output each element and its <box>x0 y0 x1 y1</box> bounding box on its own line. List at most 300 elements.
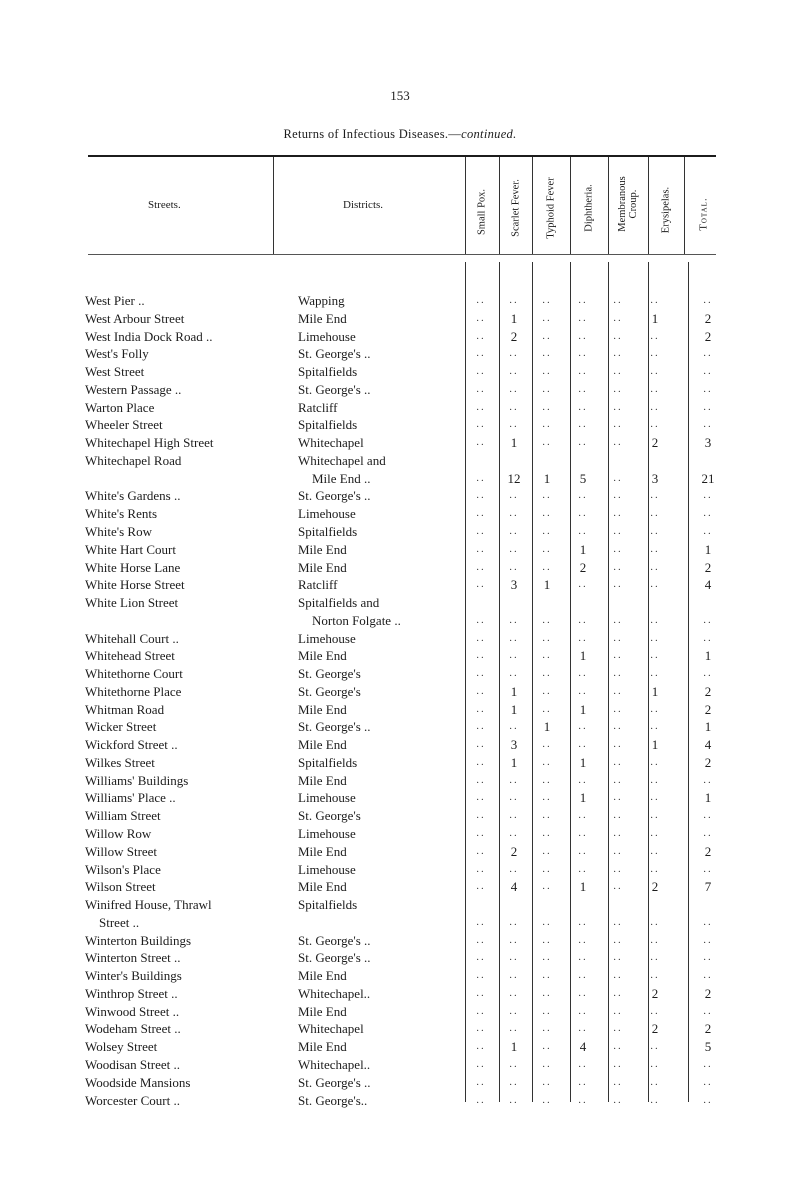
street-line: Wilson's Place <box>85 861 161 877</box>
district-line: Norton Folgate .. <box>312 612 401 628</box>
table-row <box>0 772 800 790</box>
district-name <box>298 647 448 665</box>
district-line: St. George's <box>298 808 361 824</box>
count-cell: .. <box>703 382 713 395</box>
street-name <box>85 310 275 328</box>
count-cell: 1 <box>579 754 587 770</box>
street-line: Worcester Court .. <box>85 1092 180 1108</box>
count-cell: .. <box>613 755 623 768</box>
table-row <box>0 505 800 523</box>
street-name <box>85 896 275 932</box>
table-row <box>0 825 800 843</box>
count-cell: 1 <box>543 577 551 593</box>
count-cell: .. <box>578 436 588 449</box>
district-line: St. George's .. <box>298 950 371 966</box>
district-line: St. George's .. <box>298 719 371 735</box>
street-name <box>85 701 275 719</box>
count-cell: 2 <box>651 435 659 451</box>
street-name <box>85 559 275 577</box>
street-name <box>85 861 275 879</box>
street-name <box>85 1020 275 1038</box>
count-cell: 2 <box>704 701 712 717</box>
street-name <box>85 345 275 363</box>
count-cell: .. <box>509 649 519 662</box>
count-cell: .. <box>578 1022 588 1035</box>
count-cell: .. <box>542 418 552 431</box>
count-cell: .. <box>542 684 552 697</box>
district-name <box>298 363 448 381</box>
count-cell: .. <box>703 489 713 502</box>
district-line: St. George's <box>298 683 361 699</box>
street-name <box>85 665 275 683</box>
count-cell: .. <box>476 791 486 804</box>
count-cell: .. <box>509 631 519 644</box>
count-cell: .. <box>703 827 713 839</box>
count-cell: .. <box>509 560 519 573</box>
page-number: 153 <box>390 88 410 103</box>
street-line: West Arbour Street <box>85 310 185 326</box>
count-cell: .. <box>613 880 623 893</box>
count-cell: .. <box>476 933 486 946</box>
count-cell: .. <box>578 294 588 306</box>
count-cell: .. <box>476 400 486 413</box>
header-membranous-croup: Membranous Croup. <box>616 176 639 232</box>
count-cell: .. <box>613 613 623 626</box>
count-cell: .. <box>476 436 486 449</box>
district-line: Mile End <box>298 737 347 753</box>
street-line: West India Dock Road .. <box>85 328 213 344</box>
count-cell: .. <box>613 1075 623 1088</box>
count-cell: .. <box>476 382 486 395</box>
district-name <box>298 718 448 736</box>
district-line: Spitalfields <box>298 523 358 539</box>
street-line: Williams' Place .. <box>85 790 176 806</box>
count-cell: 7 <box>704 879 712 895</box>
count-cell: .. <box>650 791 660 804</box>
count-cell: .. <box>650 382 660 395</box>
count-cell: .. <box>542 329 552 342</box>
count-cell: .. <box>578 1004 588 1017</box>
count-cell: .. <box>509 827 519 839</box>
street-line: Whitechapel Road <box>85 452 182 468</box>
header-diphtheria: Diphtheria. <box>583 184 595 232</box>
count-cell: .. <box>613 720 623 733</box>
count-cell: .. <box>578 773 588 786</box>
count-cell: .. <box>509 1004 519 1017</box>
district-name <box>298 523 448 541</box>
count-cell: .. <box>650 365 660 378</box>
count-cell: .. <box>509 347 519 360</box>
count-cell: .. <box>613 578 623 591</box>
count-cell: .. <box>542 1093 552 1106</box>
count-cell: 5 <box>704 1039 712 1055</box>
count-cell: .. <box>509 915 519 928</box>
count-cell: .. <box>578 382 588 395</box>
table-row <box>0 541 800 559</box>
district-line: St. George's <box>298 666 361 682</box>
street-name <box>85 292 275 310</box>
district-line: Spitalfields <box>298 417 358 433</box>
count-cell: .. <box>703 365 713 378</box>
count-cell: .. <box>650 862 660 875</box>
table-row <box>0 861 800 879</box>
count-cell: .. <box>578 507 588 520</box>
street-line: White Horse Street <box>85 577 185 593</box>
district-name <box>298 825 448 843</box>
count-cell: .. <box>476 524 486 537</box>
district-name <box>298 1003 448 1021</box>
count-cell: .. <box>509 809 519 822</box>
table-row <box>0 789 800 807</box>
street-line: Winter's Buildings <box>85 968 182 984</box>
count-cell: .. <box>542 862 552 875</box>
count-cell: .. <box>613 382 623 395</box>
street-name <box>85 754 275 772</box>
table-row <box>0 754 800 772</box>
street-name <box>85 789 275 807</box>
table-row <box>0 1003 800 1021</box>
street-name <box>85 647 275 665</box>
count-cell: .. <box>542 773 552 786</box>
count-cell: .. <box>542 631 552 644</box>
district-line: Whitechapel <box>298 435 364 451</box>
count-cell: .. <box>613 969 623 982</box>
table-row <box>0 843 800 861</box>
count-cell: .. <box>542 667 552 680</box>
count-cell: 12 <box>507 470 521 486</box>
count-cell: .. <box>476 347 486 360</box>
count-cell: 1 <box>651 310 659 326</box>
count-cell: .. <box>703 294 713 306</box>
count-cell: .. <box>650 773 660 786</box>
street-name <box>85 825 275 843</box>
title-italic: continued. <box>461 127 517 141</box>
street-name <box>85 630 275 648</box>
district-name <box>298 1074 448 1092</box>
street-line: Whitehall Court .. <box>85 630 179 646</box>
count-cell: .. <box>509 862 519 875</box>
count-cell: 3 <box>704 435 712 451</box>
count-cell: .. <box>476 684 486 697</box>
count-cell: .. <box>613 1022 623 1035</box>
district-name <box>298 896 448 914</box>
count-cell: .. <box>650 915 660 928</box>
district-name <box>298 541 448 559</box>
count-cell: 2 <box>651 879 659 895</box>
district-line: Mile End <box>298 772 347 788</box>
street-name <box>85 452 275 470</box>
table-row <box>0 416 800 434</box>
street-line: Woodside Mansions <box>85 1074 191 1090</box>
table-row <box>0 292 800 310</box>
count-cell: .. <box>613 933 623 946</box>
count-cell: .. <box>650 347 660 360</box>
table-row <box>0 736 800 754</box>
street-line: Whitehead Street <box>85 648 175 664</box>
count-cell: .. <box>650 951 660 964</box>
street-line: Winthrop Street .. <box>85 985 178 1001</box>
count-cell: .. <box>509 951 519 964</box>
street-line: Street .. <box>99 914 140 930</box>
street-line: Warton Place <box>85 399 155 415</box>
count-cell: .. <box>509 400 519 413</box>
count-cell: 3 <box>510 737 518 753</box>
street-line: White's Rents <box>85 506 158 522</box>
count-cell: .. <box>613 951 623 964</box>
count-cell: 1 <box>651 683 659 699</box>
count-cell: .. <box>509 986 519 999</box>
table-row <box>0 1038 800 1056</box>
table-row <box>0 949 800 967</box>
count-cell: 21 <box>701 470 715 486</box>
divider-line <box>273 157 274 254</box>
count-cell: .. <box>509 791 519 804</box>
count-cell: .. <box>650 1093 660 1106</box>
count-cell: .. <box>542 844 552 857</box>
count-cell: .. <box>578 667 588 680</box>
count-cell: 1 <box>704 790 712 806</box>
count-cell: .. <box>703 1093 713 1106</box>
district-line: Mile End <box>298 701 347 717</box>
count-cell: .. <box>542 294 552 306</box>
street-name <box>85 594 275 612</box>
street-name <box>85 683 275 701</box>
table-row <box>0 1020 800 1038</box>
street-name <box>85 487 275 505</box>
street-line: West's Folly <box>85 346 149 362</box>
count-cell: 1 <box>704 648 712 664</box>
district-name <box>298 736 448 754</box>
count-cell: .. <box>542 560 552 573</box>
district-name <box>298 843 448 861</box>
table-row <box>0 701 800 719</box>
street-line: Whitman Road <box>85 701 165 717</box>
count-cell: .. <box>703 809 713 822</box>
count-cell: .. <box>650 844 660 857</box>
count-cell: .. <box>476 969 486 982</box>
count-cell: .. <box>542 347 552 360</box>
count-cell: .. <box>578 809 588 822</box>
district-name <box>298 594 448 630</box>
count-cell: .. <box>613 684 623 697</box>
count-cell: .. <box>650 631 660 644</box>
count-cell: .. <box>476 365 486 378</box>
district-name <box>298 345 448 363</box>
district-name <box>298 310 448 328</box>
count-cell: .. <box>509 524 519 537</box>
street-name <box>85 807 275 825</box>
district-name <box>298 399 448 417</box>
street-name <box>85 1074 275 1092</box>
count-cell: .. <box>476 862 486 875</box>
district-line: Mile End <box>298 541 347 557</box>
street-name <box>85 718 275 736</box>
count-cell: .. <box>578 720 588 733</box>
count-cell: .. <box>578 631 588 644</box>
count-cell: 2 <box>704 559 712 575</box>
street-name <box>85 985 275 1003</box>
count-cell: .. <box>542 649 552 662</box>
count-cell: .. <box>578 1093 588 1106</box>
count-cell: .. <box>650 649 660 662</box>
count-cell: 5 <box>579 470 587 486</box>
count-cell: .. <box>509 933 519 946</box>
count-cell: .. <box>542 880 552 893</box>
count-cell: 3 <box>510 577 518 593</box>
count-cell: 1 <box>510 683 518 699</box>
count-cell: .. <box>476 489 486 502</box>
count-cell: .. <box>542 1022 552 1035</box>
count-cell: 1 <box>510 754 518 770</box>
district-line: Limehouse <box>298 861 356 877</box>
count-cell: .. <box>613 560 623 573</box>
district-name <box>298 1038 448 1056</box>
street-line: Winterton Buildings <box>85 932 191 948</box>
count-cell: 2 <box>651 1021 659 1037</box>
count-cell: .. <box>613 862 623 875</box>
district-line: Limehouse <box>298 506 356 522</box>
count-cell: .. <box>509 365 519 378</box>
count-cell: .. <box>476 738 486 751</box>
count-cell: .. <box>542 365 552 378</box>
street-name <box>85 1056 275 1074</box>
count-cell: .. <box>476 578 486 591</box>
count-cell: .. <box>650 560 660 573</box>
street-line: White Hart Court <box>85 541 176 557</box>
count-cell: .. <box>578 827 588 839</box>
district-line: Mile End <box>298 843 347 859</box>
count-cell: .. <box>578 684 588 697</box>
count-cell: .. <box>650 524 660 537</box>
district-name <box>298 807 448 825</box>
count-cell: .. <box>650 969 660 982</box>
street-line: Williams' Buildings <box>85 772 189 788</box>
table-row <box>0 434 800 452</box>
district-name <box>298 665 448 683</box>
district-name <box>298 1056 448 1074</box>
count-cell: .. <box>542 542 552 555</box>
count-cell: 4 <box>510 879 518 895</box>
count-cell: .. <box>476 755 486 768</box>
count-cell: 2 <box>704 985 712 1001</box>
street-line: Western Passage .. <box>85 381 182 397</box>
count-cell: .. <box>613 400 623 413</box>
table-row <box>0 363 800 381</box>
divider-line <box>684 157 685 254</box>
count-cell: .. <box>613 418 623 431</box>
district-name <box>298 1092 448 1110</box>
count-cell: .. <box>613 844 623 857</box>
district-line: Limehouse <box>298 630 356 646</box>
district-line: Mile End <box>298 1003 347 1019</box>
district-line: Whitechapel.. <box>298 1056 371 1072</box>
count-cell: 1 <box>579 790 587 806</box>
count-cell: 4 <box>579 1039 587 1055</box>
street-line: White's Row <box>85 523 152 539</box>
table-row <box>0 985 800 1003</box>
count-cell: .. <box>578 915 588 928</box>
count-cell: 4 <box>704 737 712 753</box>
count-cell: 2 <box>510 843 518 859</box>
count-cell: .. <box>613 667 623 680</box>
count-cell: .. <box>613 329 623 342</box>
divider-line <box>648 157 649 254</box>
count-cell: .. <box>476 649 486 662</box>
street-name <box>85 416 275 434</box>
street-line: Winwood Street .. <box>85 1003 180 1019</box>
count-cell: .. <box>703 969 713 982</box>
count-cell: .. <box>578 524 588 537</box>
district-name <box>298 452 448 488</box>
count-cell: .. <box>650 809 660 822</box>
count-cell: .. <box>476 507 486 520</box>
district-line: Mile End <box>298 559 347 575</box>
count-cell: .. <box>578 738 588 751</box>
count-cell: .. <box>613 773 623 786</box>
count-cell: .. <box>542 1075 552 1088</box>
count-cell: .. <box>476 844 486 857</box>
district-line: Spitalfields <box>298 364 358 380</box>
count-cell: .. <box>650 542 660 555</box>
street-line: Winterton Street .. <box>85 950 181 966</box>
table-row <box>0 310 800 328</box>
header-total: Total. <box>698 197 710 231</box>
district-name <box>298 434 448 452</box>
district-line: Mile End .. <box>312 470 371 486</box>
count-cell: .. <box>650 702 660 715</box>
count-cell: .. <box>650 489 660 502</box>
street-name <box>85 381 275 399</box>
count-cell: 1 <box>651 737 659 753</box>
street-name <box>85 1038 275 1056</box>
count-cell: .. <box>476 294 486 306</box>
street-line: Whitethorne Place <box>85 683 182 699</box>
header-typhoid-fever: Typhoid Fever <box>545 177 557 239</box>
district-name <box>298 772 448 790</box>
street-line: White's Gardens .. <box>85 488 181 504</box>
count-cell: .. <box>613 809 623 822</box>
district-line: St. George's .. <box>298 1074 371 1090</box>
table-title <box>0 127 800 142</box>
count-cell: 2 <box>510 328 518 344</box>
count-cell: .. <box>476 311 486 324</box>
count-cell: .. <box>509 1057 519 1070</box>
count-cell: .. <box>476 915 486 928</box>
district-name <box>298 861 448 879</box>
count-cell: .. <box>703 933 713 946</box>
district-line: Mile End <box>298 968 347 984</box>
count-cell: .. <box>578 1057 588 1070</box>
count-cell: .. <box>509 489 519 502</box>
count-cell: .. <box>650 1057 660 1070</box>
table-row <box>0 718 800 736</box>
count-cell: .. <box>542 702 552 715</box>
count-cell: .. <box>476 880 486 893</box>
district-line: St. George's .. <box>298 346 371 362</box>
count-cell: .. <box>650 329 660 342</box>
street-name <box>85 967 275 985</box>
streets-header: Streets. <box>148 199 181 211</box>
count-cell: .. <box>476 1057 486 1070</box>
district-name <box>298 416 448 434</box>
table-row <box>0 399 800 417</box>
count-cell: .. <box>476 471 486 484</box>
street-line: William Street <box>85 808 161 824</box>
count-cell: .. <box>703 1004 713 1017</box>
table-row <box>0 1092 800 1110</box>
count-cell: .. <box>542 969 552 982</box>
count-cell: .. <box>509 720 519 733</box>
